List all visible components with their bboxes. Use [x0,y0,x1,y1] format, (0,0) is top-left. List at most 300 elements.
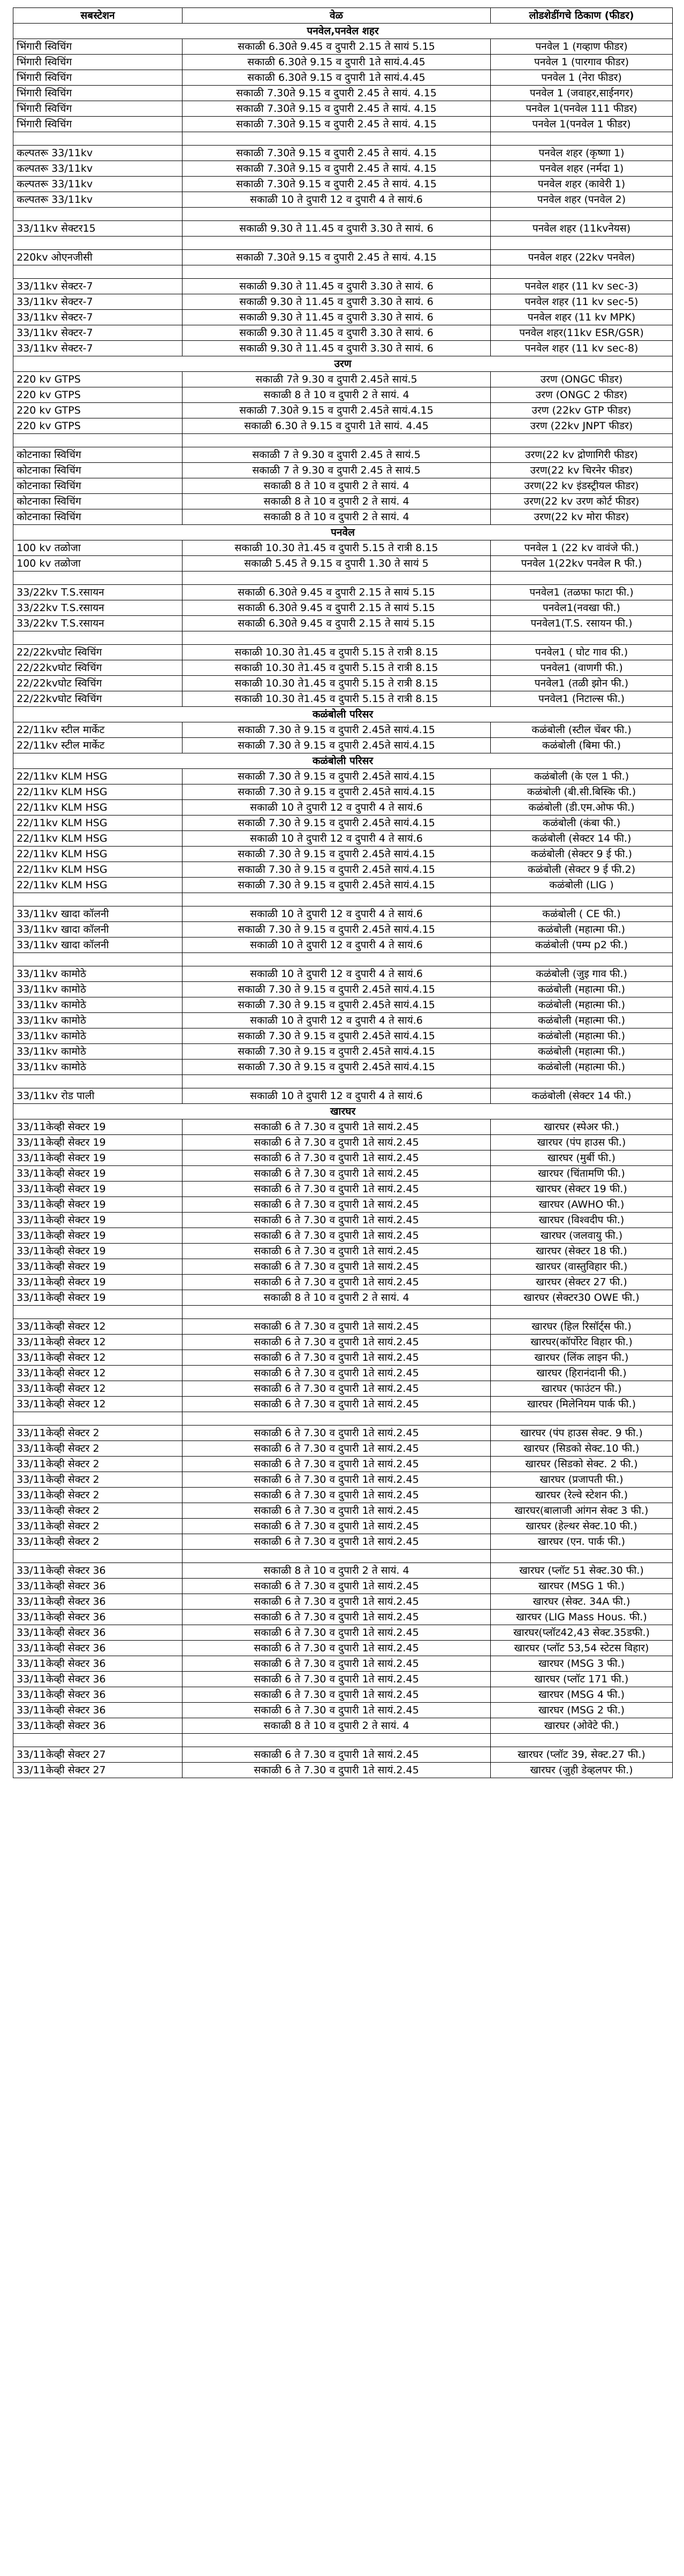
time-cell: सकाळी 8 ते 10 व दुपारी 2 ते सायं. 4 [183,509,491,525]
table-row [13,1718,673,1734]
blank-row [13,953,673,966]
substation-cell: भिंगारी स्विचिंग [13,101,183,117]
table-row [13,1488,673,1503]
table-row [13,1703,673,1718]
table-body [13,24,673,1778]
time-cell: सकाळी 10 ते दुपारी 12 व दुपारी 4 ते सायं.6 [183,938,491,953]
time-cell: सकाळी 10 ते दुपारी 12 व दुपारी 4 ते सायं.6 [183,192,491,208]
time-cell: सकाळी 9.30 ते 11.45 व दुपारी 3.30 ते सायं. 6 [183,325,491,341]
table-row [13,922,673,938]
time-cell: सकाळी 9.30 ते 11.45 व दुपारी 3.30 ते सायं. 6 [183,341,491,356]
time-cell: सकाळी 7.30ते 9.15 व दुपारी 2.45 ते सायं. 4.15 [183,101,491,117]
table-row [13,585,673,600]
substation-cell: 33/11केव्ही सेक्टर 12 [13,1319,183,1335]
blank-row [13,631,673,645]
time-cell: सकाळी 6 ते 7.30 व दुपारी 1ते सायं.2.45 [183,1594,491,1610]
time-cell: सकाळी 6.30ते 9.15 व दुपारी 1ते सायं.4.45 [183,70,491,86]
time-cell: सकाळी 6 ते 7.30 व दुपारी 1ते सायं.2.45 [183,1534,491,1550]
table-row [13,146,673,161]
substation-cell: कोटनाका स्विचिंग [13,494,183,509]
time-cell: सकाळी 7.30ते 9.15 व दुपारी 2.45 ते सायं. 4.15 [183,177,491,192]
table-row [13,310,673,325]
time-cell: सकाळी 7.30 ते 9.15 व दुपारी 2.45ते सायं.4.15 [183,722,491,738]
section-title: खारघर [13,1104,673,1119]
time-cell: सकाळी 6 ते 7.30 व दुपारी 1ते सायं.2.45 [183,1166,491,1182]
area-cell: उरण(22 kv उरण कोर्ट फीडर) [491,494,673,509]
time-cell: सकाळी 7.30 ते 9.15 व दुपारी 2.45ते सायं.4.15 [183,1060,491,1075]
substation-cell: कल्पतरू 33/11kv [13,177,183,192]
time-cell: सकाळी 10 ते दुपारी 12 व दुपारी 4 ते सायं.6 [183,831,491,847]
substation-cell: 220 kv GTPS [13,387,183,403]
area-cell: खारघर (पंप हाउस सेक्ट. 9 फी.) [491,1426,673,1441]
time-cell: सकाळी 10.30 ते1.45 व दुपारी 5.15 ते रात्री 8.15 [183,660,491,676]
time-cell: सकाळी 6 ते 7.30 व दुपारी 1ते सायं.2.45 [183,1350,491,1366]
empty-cell [183,1734,491,1747]
table-row [13,1182,673,1197]
section-title: पनवेल [13,525,673,540]
table-row [13,616,673,631]
substation-cell: 33/11केव्ही सेक्टर 19 [13,1182,183,1197]
time-cell: सकाळी 7.30 ते 9.15 व दुपारी 2.45ते सायं.4.15 [183,847,491,862]
substation-cell: 33/22kv T.S.रसायन [13,616,183,631]
table-row [13,1610,673,1625]
time-cell: सकाळी 7.30 ते 9.15 व दुपारी 2.45ते सायं.4.15 [183,878,491,893]
empty-cell [13,237,183,250]
area-cell: पनवेल शहर (11 kv sec-3) [491,279,673,294]
table-row [13,192,673,208]
time-cell: सकाळी 6 ते 7.30 व दुपारी 1ते सायं.2.45 [183,1366,491,1381]
substation-cell: 33/11केव्ही सेक्टर 19 [13,1197,183,1213]
area-cell: पनवेल 1(पनवेल 111 फीडर) [491,101,673,117]
area-cell: पनवेल 1 (गव्हाण फीडर) [491,39,673,55]
substation-cell: 22/22kvघोट स्विचिंग [13,645,183,660]
empty-cell [491,953,673,966]
substation-cell: भिंगारी स्विचिंग [13,117,183,132]
table-row [13,540,673,556]
table-row [13,1672,673,1687]
area-cell: खारघर (ओवेटे फी.) [491,1718,673,1734]
area-cell: खारघर (जुही डेव्हलपर फी.) [491,1763,673,1778]
time-cell: सकाळी 6 ते 7.30 व दुपारी 1ते सायं.2.45 [183,1656,491,1672]
area-cell: खारघर (हिरानंदानी फी.) [491,1366,673,1381]
time-cell: सकाळी 9.30 ते 11.45 व दुपारी 3.30 ते सायं. 6 [183,310,491,325]
substation-cell: 22/22kvघोट स्विचिंग [13,660,183,676]
area-cell: खारघर (MSG 3 फी.) [491,1656,673,1672]
table-row [13,494,673,509]
time-cell: सकाळी 6 ते 7.30 व दुपारी 1ते सायं.2.45 [183,1244,491,1259]
time-cell: सकाळी 6 ते 7.30 व दुपारी 1ते सायं.2.45 [183,1503,491,1519]
substation-cell: 33/11kv सेक्टर15 [13,221,183,237]
substation-cell: 33/11केव्ही सेक्टर 19 [13,1166,183,1182]
empty-cell [491,1412,673,1426]
table-row [13,1457,673,1472]
area-cell: खारघर (सिडको सेक्ट. 2 फी.) [491,1457,673,1472]
blank-row [13,237,673,250]
empty-cell [13,208,183,221]
empty-cell [491,237,673,250]
header-area: लोडशेडींगचे ठिकाण (फीडर) [491,8,673,24]
time-cell: सकाळी 7.30ते 9.15 व दुपारी 2.45 ते सायं. 4.15 [183,86,491,101]
time-cell: सकाळी 7.30 ते 9.15 व दुपारी 2.45ते सायं.4.15 [183,862,491,878]
time-cell: सकाळी 10 ते दुपारी 12 व दुपारी 4 ते सायं.6 [183,1088,491,1104]
time-cell: सकाळी 6 ते 7.30 व दुपारी 1ते सायं.2.45 [183,1275,491,1290]
substation-cell: 33/11kv कामोठे [13,966,183,982]
substation-cell: 33/22kv T.S.रसायन [13,585,183,600]
empty-cell [13,631,183,645]
area-cell: खारघर (सिडको सेक्ट.10 फी.) [491,1441,673,1457]
substation-cell: 33/11kv खादा कॉलनी [13,938,183,953]
section-header-row [13,24,673,39]
table-row [13,1244,673,1259]
section-header-row [13,1104,673,1119]
table-row [13,1397,673,1412]
area-cell: कळंबोली (बिमा फी.) [491,738,673,753]
area-cell: कळंबोली (के एल 1 फी.) [491,769,673,784]
table-row [13,1290,673,1306]
section-title: कळंबोली परिसर [13,707,673,722]
time-cell: सकाळी 6 ते 7.30 व दुपारी 1ते सायं.2.45 [183,1457,491,1472]
substation-cell: 100 kv तळोजा [13,556,183,571]
area-cell: पनवेल शहर (पनवेल 2) [491,192,673,208]
empty-cell [183,237,491,250]
area-cell: खारघर (LIG Mass Hous. फी.) [491,1610,673,1625]
table-row [13,1166,673,1182]
substation-cell: 33/11केव्ही सेक्टर 19 [13,1119,183,1135]
substation-cell: 33/11केव्ही सेक्टर 12 [13,1366,183,1381]
time-cell: सकाळी 8 ते 10 व दुपारी 2 ते सायं. 4 [183,478,491,494]
time-cell: सकाळी 7.30 ते 9.15 व दुपारी 2.45ते सायं.4.15 [183,1028,491,1044]
substation-cell: 33/11केव्ही सेक्टर 12 [13,1335,183,1350]
substation-cell: भिंगारी स्विचिंग [13,86,183,101]
table-row [13,800,673,816]
substation-cell: 33/11केव्ही सेक्टर 36 [13,1594,183,1610]
area-cell: खारघर (MSG 2 फी.) [491,1703,673,1718]
time-cell: सकाळी 6 ते 7.30 व दुपारी 1ते सायं.2.45 [183,1182,491,1197]
table-row [13,294,673,310]
substation-cell: 33/11केव्ही सेक्टर 12 [13,1350,183,1366]
area-cell: खारघर (प्लॉट 51 सेक्ट.30 फी.) [491,1563,673,1579]
area-cell: खारघर (सेक्ट. 34A फी.) [491,1594,673,1610]
area-cell: पनवेल 1 (जवाहर,साईनगर) [491,86,673,101]
area-cell: कळंबोली (महात्मा फी.) [491,1028,673,1044]
table-row [13,418,673,434]
area-cell: पनवेल 1(22kv पनवेल R फी.) [491,556,673,571]
time-cell: सकाळी 6.30ते 9.45 व दुपारी 2.15 ते सायं 5.15 [183,600,491,616]
time-cell: सकाळी 6.30ते 9.45 व दुपारी 2.15 ते सायं 5.15 [183,585,491,600]
table-row [13,1150,673,1166]
area-cell: खारघर(बालाजी आंगन सेक्ट 3 फी.) [491,1503,673,1519]
area-cell: पनवेल शहर (कृष्णा 1) [491,146,673,161]
table-row [13,1213,673,1228]
time-cell: सकाळी 7.30 ते 9.15 व दुपारी 2.45ते सायं.4.15 [183,1044,491,1060]
area-cell: पनवेल शहर(11kv ESR/GSR) [491,325,673,341]
empty-cell [13,132,183,146]
empty-cell [13,1412,183,1426]
area-cell: खारघर (स्पेअर फी.) [491,1119,673,1135]
table-row [13,279,673,294]
table-row [13,478,673,494]
time-cell: सकाळी 6 ते 7.30 व दुपारी 1ते सायं.2.45 [183,1703,491,1718]
table-row [13,1259,673,1275]
table-row [13,1119,673,1135]
time-cell: सकाळी 6.30ते 9.15 व दुपारी 1ते सायं.4.45 [183,55,491,70]
substation-cell: 33/11केव्ही सेक्टर 2 [13,1472,183,1488]
table-row [13,722,673,738]
area-cell: खारघर (हिल रिसॉर्ट्स फी.) [491,1319,673,1335]
time-cell: सकाळी 8 ते 10 व दुपारी 2 ते सायं. 4 [183,387,491,403]
time-cell: सकाळी 7.30 ते 9.15 व दुपारी 2.45ते सायं.4.15 [183,738,491,753]
table-row [13,1747,673,1763]
substation-cell: 33/11kv खादा कॉलनी [13,922,183,938]
area-cell: खारघर (पंप हाउस फी.) [491,1135,673,1150]
empty-cell [183,1306,491,1319]
time-cell: सकाळी 6 ते 7.30 व दुपारी 1ते सायं.2.45 [183,1488,491,1503]
time-cell: सकाळी 6 ते 7.30 व दुपारी 1ते सायं.2.45 [183,1213,491,1228]
substation-cell: 33/11केव्ही सेक्टर 36 [13,1718,183,1734]
table-row [13,341,673,356]
area-cell: पनवेल 1(पनवेल 1 फीडर) [491,117,673,132]
table-row [13,39,673,55]
time-cell: सकाळी 7.30 ते 9.15 व दुपारी 2.45ते सायं.4.15 [183,997,491,1013]
section-title: कळंबोली परिसर [13,753,673,769]
section-header-row [13,356,673,372]
time-cell: सकाळी 9.30 ते 11.45 व दुपारी 3.30 ते सायं. 6 [183,221,491,237]
substation-cell: 33/11kv खादा कॉलनी [13,906,183,922]
empty-cell [491,1075,673,1088]
blank-row [13,571,673,585]
area-cell: उरण (ONGC 2 फीडर) [491,387,673,403]
table-row [13,1563,673,1579]
substation-cell: 33/11केव्ही सेक्टर 36 [13,1625,183,1641]
blank-row [13,893,673,906]
substation-cell: 33/11केव्ही सेक्टर 19 [13,1150,183,1166]
time-cell: सकाळी 6 ते 7.30 व दुपारी 1ते सायं.2.45 [183,1441,491,1457]
table-row [13,645,673,660]
substation-cell: 33/11केव्ही सेक्टर 36 [13,1579,183,1594]
table-row [13,1060,673,1075]
empty-cell [13,953,183,966]
substation-cell: 22/11kv KLM HSG [13,831,183,847]
area-cell: पनवेल1 (वाणगी फी.) [491,660,673,676]
empty-cell [183,132,491,146]
area-cell: कळंबोली (डी.एम.ओफ फी.) [491,800,673,816]
area-cell: खारघर (प्रजापती फी.) [491,1472,673,1488]
area-cell: कळंबोली (महात्मा फी.) [491,922,673,938]
area-cell: कळंबोली (पम्प p2 फी.) [491,938,673,953]
empty-cell [491,1550,673,1563]
table-row [13,1275,673,1290]
substation-cell: 22/11kv स्टील मार्केट [13,722,183,738]
area-cell: कळंबोली (महात्मा फी.) [491,1013,673,1028]
time-cell: सकाळी 7.30 ते 9.15 व दुपारी 2.45ते सायं.4.15 [183,982,491,997]
area-cell: कळंबोली (महात्मा फी.) [491,1060,673,1075]
area-cell: कळंबोली (कंबा फी.) [491,816,673,831]
substation-cell: 33/11केव्ही सेक्टर 19 [13,1228,183,1244]
area-cell: पनवेल शहर (11 kv sec-8) [491,341,673,356]
time-cell: सकाळी 6 ते 7.30 व दुपारी 1ते सायं.2.45 [183,1197,491,1213]
area-cell: कळंबोली (सेक्टर 9 ई फी.) [491,847,673,862]
substation-cell: कल्पतरू 33/11kv [13,192,183,208]
table-row [13,86,673,101]
substation-cell: 33/11केव्ही सेक्टर 2 [13,1441,183,1457]
time-cell: सकाळी 7.30ते 9.15 व दुपारी 2.45ते सायं.4.15 [183,403,491,418]
area-cell: पनवेल1 (निटाल्स फी.) [491,691,673,707]
table-header-row [13,8,673,24]
table-row [13,101,673,117]
time-cell: सकाळी 7ते 9.30 व दुपारी 2.45ते सायं.5 [183,372,491,387]
table-row [13,938,673,953]
area-cell: कळंबोली (जुइ गाव फी.) [491,966,673,982]
table-row [13,1335,673,1350]
time-cell: सकाळी 6 ते 7.30 व दुपारी 1ते सायं.2.45 [183,1119,491,1135]
table-row [13,221,673,237]
substation-cell: 33/11केव्ही सेक्टर 36 [13,1703,183,1718]
empty-cell [491,571,673,585]
substation-cell: 33/11केव्ही सेक्टर 2 [13,1534,183,1550]
time-cell: सकाळी 7.30 ते 9.15 व दुपारी 2.45ते सायं.4.15 [183,816,491,831]
substation-cell: 100 kv तळोजा [13,540,183,556]
area-cell: पनवेल 1 (22 kv वावंजे फी.) [491,540,673,556]
table-row [13,509,673,525]
time-cell: सकाळी 5.45 ते 9.15 व दुपारी 1.30 ते सायं 5 [183,556,491,571]
substation-cell: 33/11kv सेक्टर-7 [13,325,183,341]
substation-cell: 22/11kv KLM HSG [13,816,183,831]
table-row [13,1228,673,1244]
area-cell: उरण(22 kv इंडस्ट्रीयल फीडर) [491,478,673,494]
substation-cell: 33/11केव्ही सेक्टर 12 [13,1381,183,1397]
substation-cell: 33/11kv सेक्टर-7 [13,294,183,310]
table-row [13,1472,673,1488]
time-cell: सकाळी 8 ते 10 व दुपारी 2 ते सायं. 4 [183,494,491,509]
empty-cell [13,893,183,906]
substation-cell: 33/11केव्ही सेक्टर 19 [13,1244,183,1259]
substation-cell: 22/11kv स्टील मार्केट [13,738,183,753]
time-cell: सकाळी 7.30ते 9.15 व दुपारी 2.45 ते सायं. 4.15 [183,250,491,265]
table-row [13,1028,673,1044]
substation-cell: 220 kv GTPS [13,403,183,418]
substation-cell: 33/11केव्ही सेक्टर 36 [13,1672,183,1687]
area-cell: खारघर (हेल्थर सेक्ट.10 फी.) [491,1519,673,1534]
area-cell: खारघर (जलवायु फी.) [491,1228,673,1244]
time-cell: सकाळी 10 ते दुपारी 12 व दुपारी 4 ते सायं.6 [183,800,491,816]
table-row [13,556,673,571]
table-row [13,1503,673,1519]
substation-cell: 220 kv GTPS [13,372,183,387]
substation-cell: 33/11kv सेक्टर-7 [13,279,183,294]
time-cell: सकाळी 6.30ते 9.45 व दुपारी 2.15 ते सायं 5.15 [183,39,491,55]
substation-cell: 33/11केव्ही सेक्टर 2 [13,1519,183,1534]
table-row [13,691,673,707]
table-row [13,1197,673,1213]
area-cell: खारघर (प्लॉट 171 फी.) [491,1672,673,1687]
table-row [13,387,673,403]
substation-cell: 33/11केव्ही सेक्टर 36 [13,1687,183,1703]
loadshedding-schedule-table [13,7,673,1778]
table-row [13,816,673,831]
table-row [13,117,673,132]
empty-cell [183,265,491,279]
table-row [13,847,673,862]
table-row [13,1641,673,1656]
blank-row [13,434,673,447]
blank-row [13,1412,673,1426]
section-title: पनवेल,पनवेल शहर [13,24,673,39]
substation-cell: 33/11kv कामोठे [13,997,183,1013]
time-cell: सकाळी 9.30 ते 11.45 व दुपारी 3.30 ते सायं. 6 [183,294,491,310]
area-cell: कळंबोली (महात्मा फी.) [491,982,673,997]
table-row [13,1319,673,1335]
area-cell: कळंबोली (सेक्टर 9 ई फी.2) [491,862,673,878]
time-cell: सकाळी 6 ते 7.30 व दुपारी 1ते सायं.2.45 [183,1672,491,1687]
area-cell: खारघर (चिंतामणि फी.) [491,1166,673,1182]
substation-cell: 33/11kv सेक्टर-7 [13,341,183,356]
area-cell: पनवेल शहर (11 kv MPK) [491,310,673,325]
table-row [13,1135,673,1150]
time-cell: सकाळी 6 ते 7.30 व दुपारी 1ते सायं.2.45 [183,1472,491,1488]
substation-cell: 33/11kv कामोठे [13,1028,183,1044]
table-row [13,250,673,265]
substation-cell: 33/11केव्ही सेक्टर 36 [13,1563,183,1579]
area-cell: पनवेल शहर (कावेरी 1) [491,177,673,192]
time-cell: सकाळी 6 ते 7.30 व दुपारी 1ते सायं.2.45 [183,1747,491,1763]
table-row [13,878,673,893]
time-cell: सकाळी 7.30 ते 9.15 व दुपारी 2.45ते सायं.4.15 [183,922,491,938]
substation-cell: 22/11kv KLM HSG [13,847,183,862]
table-row [13,1426,673,1441]
time-cell: सकाळी 6 ते 7.30 व दुपारी 1ते सायं.2.45 [183,1641,491,1656]
area-cell: पनवेल शहर (नर्मदा 1) [491,161,673,177]
time-cell: सकाळी 10 ते दुपारी 12 व दुपारी 4 ते सायं.6 [183,906,491,922]
time-cell: सकाळी 10.30 ते1.45 व दुपारी 5.15 ते रात्री 8.15 [183,676,491,691]
substation-cell: 22/11kv KLM HSG [13,878,183,893]
time-cell: सकाळी 10.30 ते1.45 व दुपारी 5.15 ते रात्री 8.15 [183,540,491,556]
area-cell: पनवेल1 (तळफा फाटा फी.) [491,585,673,600]
empty-cell [183,893,491,906]
substation-cell: 33/11केव्ही सेक्टर 19 [13,1213,183,1228]
area-cell: खारघर (एन. पार्क फी.) [491,1534,673,1550]
table-row [13,1366,673,1381]
table-row [13,463,673,478]
time-cell: सकाळी 10 ते दुपारी 12 व दुपारी 4 ते सायं.6 [183,1013,491,1028]
table-row [13,70,673,86]
empty-cell [183,631,491,645]
time-cell: सकाळी 6 ते 7.30 व दुपारी 1ते सायं.2.45 [183,1687,491,1703]
area-cell: उरण(22 kv द्रोणागिरी फीडर) [491,447,673,463]
area-cell: खारघर (सेक्टर 27 फी.) [491,1275,673,1290]
area-cell: कळंबोली (महात्मा फी.) [491,1044,673,1060]
table-row [13,1534,673,1550]
empty-cell [183,208,491,221]
time-cell: सकाळी 7 ते 9.30 व दुपारी 2.45 ते सायं.5 [183,463,491,478]
table-row [13,769,673,784]
empty-cell [491,208,673,221]
substation-cell: कोटनाका स्विचिंग [13,447,183,463]
table-row [13,997,673,1013]
table-row [13,831,673,847]
area-cell: खारघर (मिलेनियम पार्क फी.) [491,1397,673,1412]
area-cell: कळंबोली (स्टील चेंबर फी.) [491,722,673,738]
area-cell: पनवेल1(नवखा फी.) [491,600,673,616]
table-row [13,906,673,922]
area-cell: उरण (22kv JNPT फीडर) [491,418,673,434]
area-cell: खारघर (फाउंटन फी.) [491,1381,673,1397]
substation-cell: 33/11kv कामोठे [13,1044,183,1060]
area-cell: खारघर(कॉर्पोरेट विहार फी.) [491,1335,673,1350]
substation-cell: 33/11केव्ही सेक्टर 27 [13,1747,183,1763]
table-row [13,1381,673,1397]
time-cell: सकाळी 10.30 ते1.45 व दुपारी 5.15 ते रात्री 8.15 [183,691,491,707]
empty-cell [13,265,183,279]
